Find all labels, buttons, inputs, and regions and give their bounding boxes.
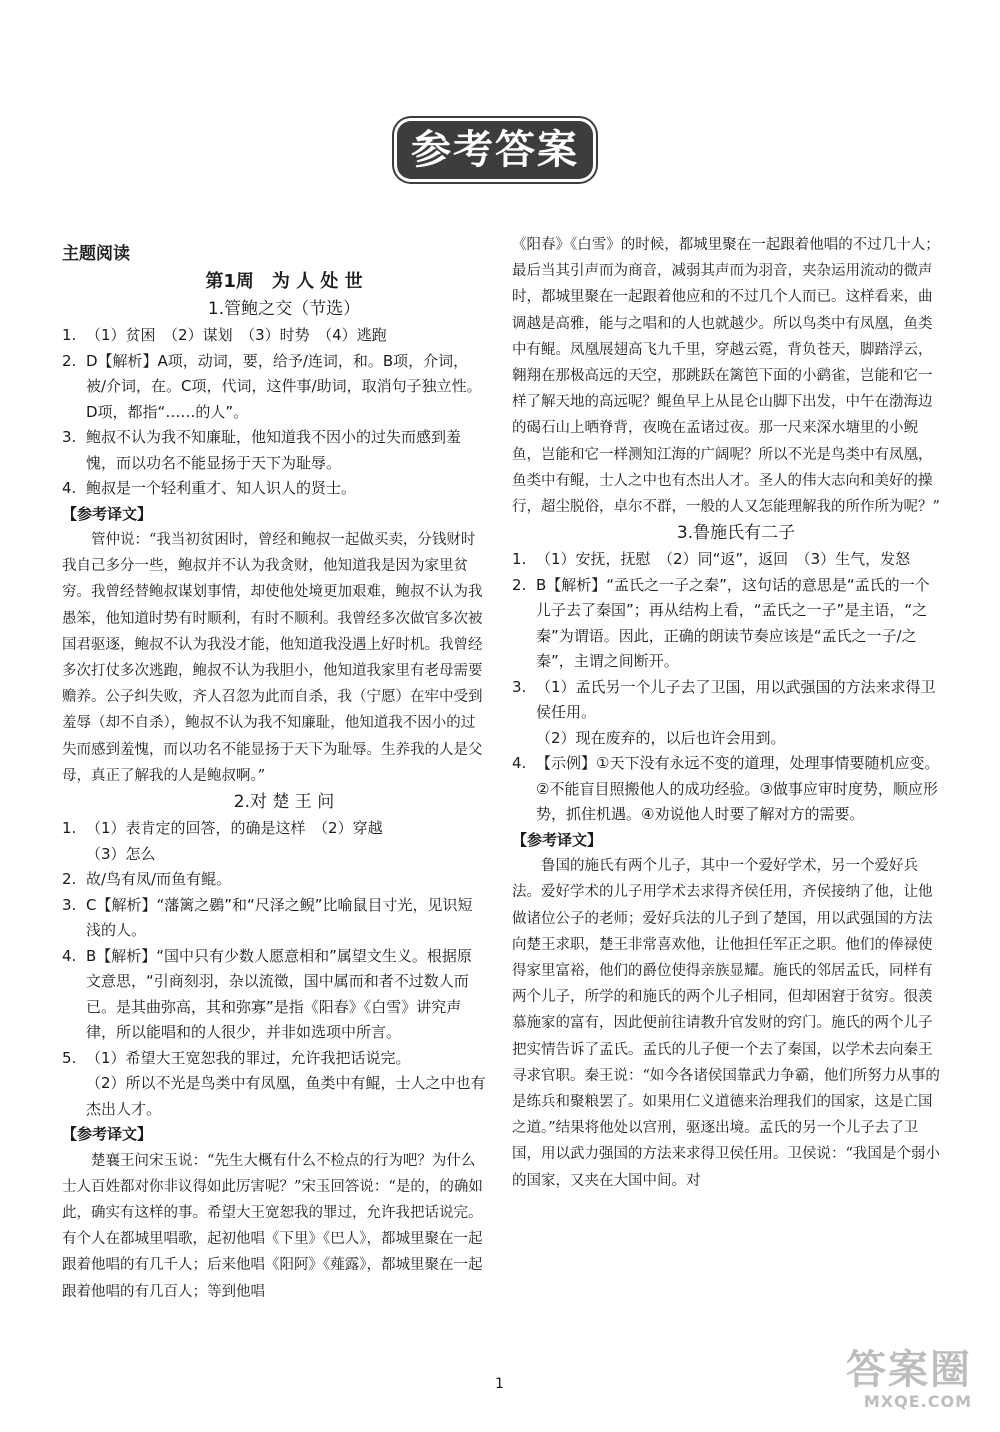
answer-2-1: 1. （1）表肯定的回答，的确是这样 （2）穿越 [62,819,383,838]
answer-2-2: 2. 故/鸟有凤/而鱼有鲲。 [62,870,232,889]
answer-3-1: 1. （1）安抚，抚慰 （2）同“返”，返回 （3）生气，发怒 [512,550,911,569]
article-title-2: 2.对 楚 王 问 [233,792,335,813]
watermark-url: MXQE.COM [863,1392,972,1411]
answer-3-4: 4. 【示例】①天下没有永远不变的道理，处理事情要随机应变。②不能盲目照搬他人的成功经验。③做事应审时度势，顺应形势，抓住机遇。④劝说他人时要了解对方的需要。 [512,754,940,824]
answer-1-1: 1. （1）贫困 （2）谋划 （3）时势 （4）逃跑 [62,326,387,344]
page-banner: 参考答案 [397,121,593,179]
reference-translation-label: 【参考译文】 [62,1125,153,1144]
week-title: 第1周 为 人 处 世 [205,271,363,292]
answer-3-3-cont: （2）现在废弃的，以后也许会用到。 [536,728,786,747]
reference-translation-label: 【参考译文】 [62,504,153,523]
answer-2-3: 3. C【解析】“藩篱之鷃”和“尺泽之鲵”比喻鼠目寸光，见识短浅的人。 [62,895,473,940]
answer-2-5-cont: （2）所以不光是鸟类中有凤凰，鱼类中有鲲，士人之中也有杰出人才。 [86,1074,486,1118]
right-column [512,232,940,1194]
reference-translation-label: 【参考译文】 [512,830,603,849]
answer-1-3: 3. 鲍叔不认为我不知廉耻，他知道我不因小的过失而感到羞愧，而以功名不能显扬于天下为耻辱。 [62,428,462,472]
translation-2: 楚襄王问宋玉说：“先生大概有什么不检点的行为吧？为什么士人百姓都对你非议得如此厉害呢？”宋玉回答说：“是的，的确如此，确实有这样的事。希望大王宽恕我的罪过，允许我把话说完。有个人在都城里唱歌，起初他唱《下里》《巴人》，都城里聚在一起跟着他唱的有几千人；后来他唱《阳阿》《薤露》，都城里聚在一起跟着他唱的有几百人；等到他唱 [62,1152,483,1300]
left-column [62,240,486,1305]
translation-3: 鲁国的施氏有两个儿子，其中一个爱好学术，另一个爱好兵法。爱好学术的儿子用学术去求得齐侯任用，齐侯接纳了他，让他做诸位公子的老师；爱好兵法的儿子到了楚国，用以武强国的方法向楚王求职，楚王非常喜欢他，让他担任军正之职。他们的俸禄使得家里富裕，他们的爵位使得亲族显耀。施氏的邻居孟氏，同样有两个儿子，所学的和施氏的两个儿子相同，但却困窘于贫穷。很羡慕施家的富有，因此便前往请教升官发财的窍门。施氏的两个儿子把实情告诉了孟氏。孟氏的儿子便一个去了秦国，以学术去向秦王寻求官职。秦王说：“如今各诸侯国靠武力争霸，他们所努力从事的是练兵和聚粮罢了。如果用仁义道德来治理我们的国家，这是亡国之道。”结果将他处以宫刑，驱逐出境。孟氏的另一个儿子去了卫国，用以武力强国的方法来求得卫侯任用。卫侯说：“我国是个弱小的国家，又夹在大国中间。对 [512,858,940,1189]
answer-3-3: 3. （1）孟氏另一个儿子去了卫国，用以武强国的方法来求得卫侯任用。 [512,677,936,722]
watermark-logo [782,1348,972,1418]
answer-2-4: 4. B【解析】“国中只有少数人愿意相和”属望文生义。根据原文意思，“引商刻羽，杂以流徵，国中属而和者不过数人而已。是其曲弥高，其和弥寡”是指《阳春》《白雪》讲究声律，所以能唱和的人很少，并非如选项中所言。 [62,946,472,1042]
article-title-3: 3.鲁施氏有二子 [676,523,796,544]
answer-3-2: 2. B【解析】“孟氏之一子之秦”，这句话的意思是“孟氏的一个儿子去了秦国”；再从结构上看，“孟氏之一子”是主语，“之秦”为谓语。因此，正确的朗读节奏应该是“孟氏之一子/之秦”，主谓之间断开。 [512,575,930,671]
answer-1-2: 2. D【解析】A项，动词，要，给予/连词，和。B项，介词，被/介词，在。C项，代词，这件事/助词，取消句子独立性。D项，都指“……的人”。 [62,351,482,421]
page-number: 1 [495,1376,504,1392]
translation-2-continued: 《阳春》《白雪》的时候，都城里聚在一起跟着他唱的不过几十人；最后当其引声而为商音，减弱其声而为羽音，夹杂运用流动的微声时，都城里聚在一起跟着他应和的不过几个人而已。这样看来，曲调越是高雅，能与之唱和的人也就越少。所以鸟类中有凤凰，鱼类中有鲲。凤凰展翅高飞九千里，穿越云霓，背负苍天，脚踏浮云，翱翔在那极高远的天空，那跳跃在篱笆下面的小鹞雀，岂能和它一样了解天地的高远呢？鲲鱼早上从昆仑山脚下出发，中午在渤海边的碣石山上晒脊背，夜晚在孟诸过夜。那一尺来深水塘里的小鲵鱼，岂能和它一样测知江海的广阔呢？所以不光是鸟类中有凤凰，鱼类中有鲲，士人之中也有杰出人才。圣人的伟大志向和美好的操行，超尘脱俗，卓尔不群，一般的人又怎能理解我的所作所为呢？” [512,237,940,516]
translation-1: 管仲说：“我当初贫困时，曾经和鲍叔一起做买卖，分钱财时我自己多分一些，鲍叔并不认为我贪财，他知道我是因为家里贫穷。我曾经替鲍叔谋划事情，却使他处境更加艰难，鲍叔不认为我愚笨，他知道时势有时顺利，有时不顺利。我曾经多次做官多次被国君驱逐，鲍叔不认为我没才能，他知道我没遇上好时机。我曾经多次打仗多次逃跑，鲍叔不认为我胆小，他知道我家里有老母需要赡养。公子纠失败，齐人召忽为此而自杀，我（宁愿）在牢中受到羞辱（却不自杀），鲍叔不认为我不知廉耻，他知道我不因小的过失而感到羞愧，而以功名不能显扬于天下为耻辱。生养我的人是父母，真正了解我的人是鲍叔啊。” [62,532,483,784]
answer-2-1-cont: （3）怎么 [86,844,156,863]
answer-2-5: 5. （1）希望大王宽恕我的罪过，允许我把话说完。 [62,1048,411,1067]
section-heading: 主题阅读 [62,244,130,264]
watermark-logo-text: 答案圈 [846,1347,972,1393]
article-title-1: 1.管鲍之交（节选） [207,299,361,319]
answer-1-4: 4. 鲍叔是一个轻利重才、知人识人的贤士。 [62,479,357,497]
